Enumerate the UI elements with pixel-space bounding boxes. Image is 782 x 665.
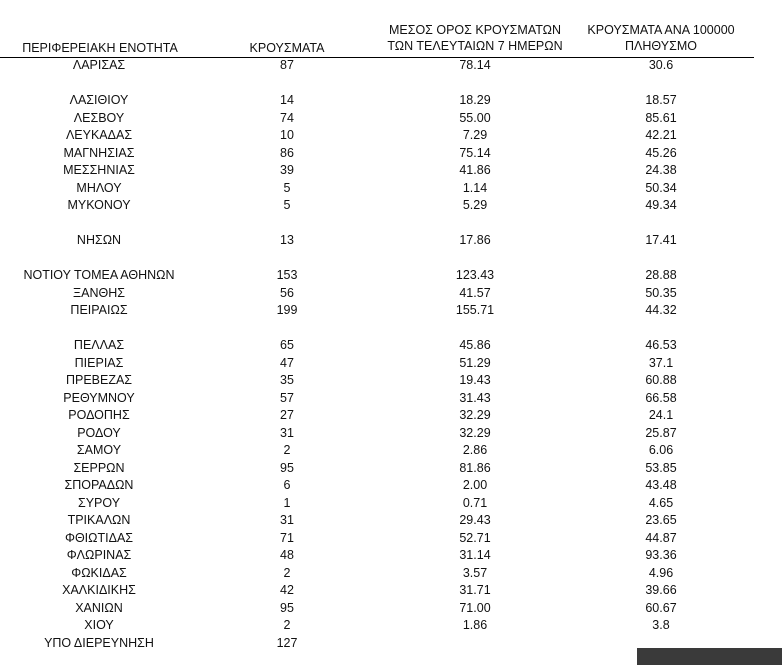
cell-per100k: 43.48 — [645, 478, 677, 492]
header-per-line2: ΠΛΗΘΥΣΜΟ — [625, 39, 697, 53]
cell-avg: 55.00 — [459, 110, 491, 125]
cell-avg: 2.86 — [462, 443, 488, 457]
cell-cases: 95 — [280, 460, 294, 475]
cell-avg: 45.86 — [459, 338, 491, 352]
cell-region: ΣΕΡΡΩΝ — [73, 460, 125, 475]
cell-per100k: 42.21 — [645, 128, 677, 142]
cell-avg: 0.71 — [462, 495, 488, 510]
cell-region: ΥΠΟ ΔΙΕΡΕΥΝΗΣΗ — [44, 635, 154, 650]
cell-per100k: 17.41 — [645, 233, 677, 247]
table-row — [0, 127, 782, 145]
cell-cases: 14 — [280, 93, 294, 107]
cell-avg: 52.71 — [459, 530, 491, 545]
cell-cases: 13 — [280, 233, 294, 247]
cell-avg: 32.29 — [459, 408, 491, 422]
cell-cases: 10 — [280, 128, 294, 142]
cell-cases: 35 — [280, 373, 294, 387]
cell-region: ΠΙΕΡΙΑΣ — [74, 355, 124, 370]
table-row — [0, 390, 782, 408]
table-row — [0, 407, 782, 425]
cell-cases: 2 — [283, 618, 291, 632]
cell-region: ΛΕΥΚΑΔΑΣ — [65, 128, 133, 142]
cell-per100k: 46.53 — [645, 338, 677, 352]
cell-per100k: 24.38 — [645, 163, 677, 177]
cell-region: ΜΑΓΝΗΣΙΑΣ — [63, 145, 135, 160]
dark-corner-bar — [637, 648, 782, 665]
cell-region: ΣΥΡΟΥ — [77, 495, 121, 510]
cell-region: ΣΑΜΟΥ — [76, 443, 122, 457]
header-region: ΠΕΡΙΦΕΡΕΙΑΚΗ ΕΝΟΤΗΤΑ — [22, 41, 178, 55]
table-row — [0, 530, 782, 548]
cell-region: ΡΕΘΥΜΝΟΥ — [63, 390, 135, 405]
cell-cases: 2 — [283, 443, 291, 457]
cell-cases: 6 — [283, 478, 291, 492]
cell-region: ΝΟΤΙΟΥ ΤΟΜΕΑ ΑΘΗΝΩΝ — [23, 268, 175, 282]
cell-cases: 48 — [280, 548, 294, 562]
cell-avg: 75.14 — [459, 145, 491, 160]
cell-cases: 27 — [280, 408, 294, 422]
table-row — [0, 197, 782, 215]
cell-avg: 32.29 — [459, 425, 491, 440]
header-per-line1: ΚΡΟΥΣΜΑΤΑ ΑΝΑ 100000 — [587, 23, 735, 37]
cell-per100k: 85.61 — [645, 110, 677, 125]
cell-cases: 2 — [283, 565, 291, 580]
table-row — [0, 355, 782, 373]
cell-avg: 29.43 — [459, 513, 491, 527]
cell-avg: 78.14 — [459, 58, 491, 72]
table-row — [0, 477, 782, 495]
cell-region: ΞΑΝΘΗΣ — [73, 285, 125, 300]
cell-per100k: 44.32 — [645, 303, 677, 317]
table-row — [0, 372, 782, 390]
cell-region: ΠΡΕΒΕΖΑΣ — [65, 373, 133, 387]
cell-avg: 1.14 — [462, 180, 488, 195]
cell-per100k: 23.65 — [645, 513, 677, 527]
table-row — [0, 92, 782, 110]
cell-per100k: 25.87 — [645, 425, 677, 440]
cell-region: ΝΗΣΩΝ — [76, 233, 122, 247]
table-row — [0, 232, 782, 250]
cell-per100k: 30.6 — [648, 58, 674, 72]
table-row — [0, 145, 782, 163]
cell-region: ΡΟΔΟΥ — [77, 425, 121, 440]
cell-region: ΡΟΔΟΠΗΣ — [68, 408, 130, 422]
header-avg-line1: ΜΕΣΟΣ ΟΡΟΣ ΚΡΟΥΣΜΑΤΩΝ — [388, 23, 562, 37]
cell-avg: 41.86 — [459, 163, 491, 177]
cell-cases: 86 — [280, 145, 294, 160]
table-row — [0, 110, 782, 128]
cell-cases: 42 — [280, 583, 294, 597]
cell-region: ΛΕΣΒΟΥ — [73, 110, 125, 125]
cell-avg: 7.29 — [462, 128, 488, 142]
table-row — [0, 495, 782, 513]
cell-avg: 31.43 — [459, 390, 491, 405]
cell-avg: 81.86 — [459, 460, 491, 475]
cell-cases: 5 — [283, 180, 291, 195]
cell-per100k: 3.8 — [652, 618, 670, 632]
cell-cases: 199 — [276, 303, 298, 317]
header-avg-7-days — [370, 22, 580, 54]
cell-per100k: 24.1 — [648, 408, 674, 422]
cell-per100k: 93.36 — [645, 548, 677, 562]
cell-avg: 31.14 — [459, 548, 491, 562]
cell-region: ΜΗΛΟΥ — [76, 180, 122, 195]
cell-per100k: 60.67 — [645, 600, 677, 615]
cell-avg: 123.43 — [455, 268, 495, 282]
cell-per100k: 4.65 — [648, 495, 674, 510]
cell-avg: 18.29 — [459, 93, 491, 107]
cell-cases: 1 — [283, 495, 291, 510]
cell-per100k: 39.66 — [645, 583, 677, 597]
cell-cases: 5 — [283, 198, 291, 212]
table-row — [0, 267, 782, 285]
table-row — [0, 565, 782, 583]
cell-avg: 2.00 — [462, 478, 488, 492]
cell-per100k: 60.88 — [645, 373, 677, 387]
cell-region: ΛΑΣΙΘΙΟΥ — [69, 93, 129, 107]
table-row — [0, 600, 782, 618]
cell-cases: 57 — [280, 390, 294, 405]
cell-avg: 31.71 — [459, 583, 491, 597]
cell-cases: 47 — [280, 355, 294, 370]
cell-cases: 65 — [280, 338, 294, 352]
cell-region: ΜΥΚΟΝΟΥ — [67, 198, 131, 212]
cell-cases: 71 — [280, 530, 294, 545]
table-row — [0, 285, 782, 303]
cell-avg: 1.86 — [462, 618, 488, 632]
cell-per100k: 44.87 — [645, 530, 677, 545]
cell-cases: 31 — [280, 425, 294, 440]
cell-per100k: 50.35 — [645, 285, 677, 300]
table-row — [0, 512, 782, 530]
cell-cases: 56 — [280, 285, 294, 300]
cell-per100k: 18.57 — [645, 93, 677, 107]
table-row — [0, 442, 782, 460]
cell-cases: 153 — [276, 268, 298, 282]
table-row — [0, 460, 782, 478]
cell-cases: 31 — [280, 513, 294, 527]
cell-region: ΣΠΟΡΑΔΩΝ — [64, 478, 134, 492]
cell-region: ΧΙΟΥ — [84, 618, 114, 632]
cell-avg: 5.29 — [462, 198, 488, 212]
cell-cases: 127 — [276, 635, 298, 650]
header-per-100k — [566, 22, 756, 54]
cell-per100k: 66.58 — [645, 390, 677, 405]
cell-per100k: 53.85 — [645, 460, 677, 475]
cell-per100k: 49.34 — [645, 198, 677, 212]
cell-per100k: 37.1 — [648, 355, 674, 370]
cell-region: ΦΘΙΩΤΙΔΑΣ — [64, 530, 134, 545]
cell-per100k: 4.96 — [648, 565, 674, 580]
cell-region: ΧΑΛΚΙΔΙΚΗΣ — [62, 583, 136, 597]
cell-region: ΧΑΝΙΩΝ — [75, 600, 123, 615]
cell-avg: 41.57 — [459, 285, 491, 300]
table-row — [0, 180, 782, 198]
cell-cases: 74 — [280, 110, 294, 125]
cell-region: ΤΡΙΚΑΛΩΝ — [67, 513, 131, 527]
cell-avg: 71.00 — [459, 600, 491, 615]
cell-cases: 95 — [280, 600, 294, 615]
cell-region: ΠΕΛΛΑΣ — [73, 338, 125, 352]
table-row — [0, 162, 782, 180]
cell-region: ΦΛΩΡΙΝΑΣ — [66, 548, 132, 562]
cell-cases: 39 — [280, 163, 294, 177]
cell-avg: 3.57 — [462, 565, 488, 580]
cell-avg: 17.86 — [459, 233, 491, 247]
cell-avg: 155.71 — [455, 303, 495, 317]
table-row — [0, 617, 782, 635]
cell-per100k: 6.06 — [648, 443, 674, 457]
cell-avg: 51.29 — [459, 355, 491, 370]
cell-avg: 19.43 — [459, 373, 491, 387]
table-row — [0, 57, 782, 75]
cell-cases: 87 — [280, 58, 294, 72]
cell-region: ΛΑΡΙΣΑΣ — [72, 58, 126, 72]
header-cases: ΚΡΟΥΣΜΑΤΑ — [249, 41, 325, 55]
cell-per100k: 50.34 — [645, 180, 677, 195]
table-row — [0, 582, 782, 600]
table-row — [0, 337, 782, 355]
table-row — [0, 425, 782, 443]
cell-per100k: 45.26 — [645, 145, 677, 160]
cell-region: ΜΕΣΣΗΝΙΑΣ — [63, 163, 135, 177]
cell-region: ΠΕΙΡΑΙΩΣ — [70, 303, 128, 317]
header-avg-line2: ΤΩΝ ΤΕΛΕΥΤΑΙΩΝ 7 ΗΜΕΡΩΝ — [387, 39, 563, 53]
table-row — [0, 547, 782, 565]
cell-per100k: 28.88 — [645, 268, 677, 282]
table-row — [0, 302, 782, 320]
cell-region: ΦΩΚΙΔΑΣ — [71, 565, 127, 580]
